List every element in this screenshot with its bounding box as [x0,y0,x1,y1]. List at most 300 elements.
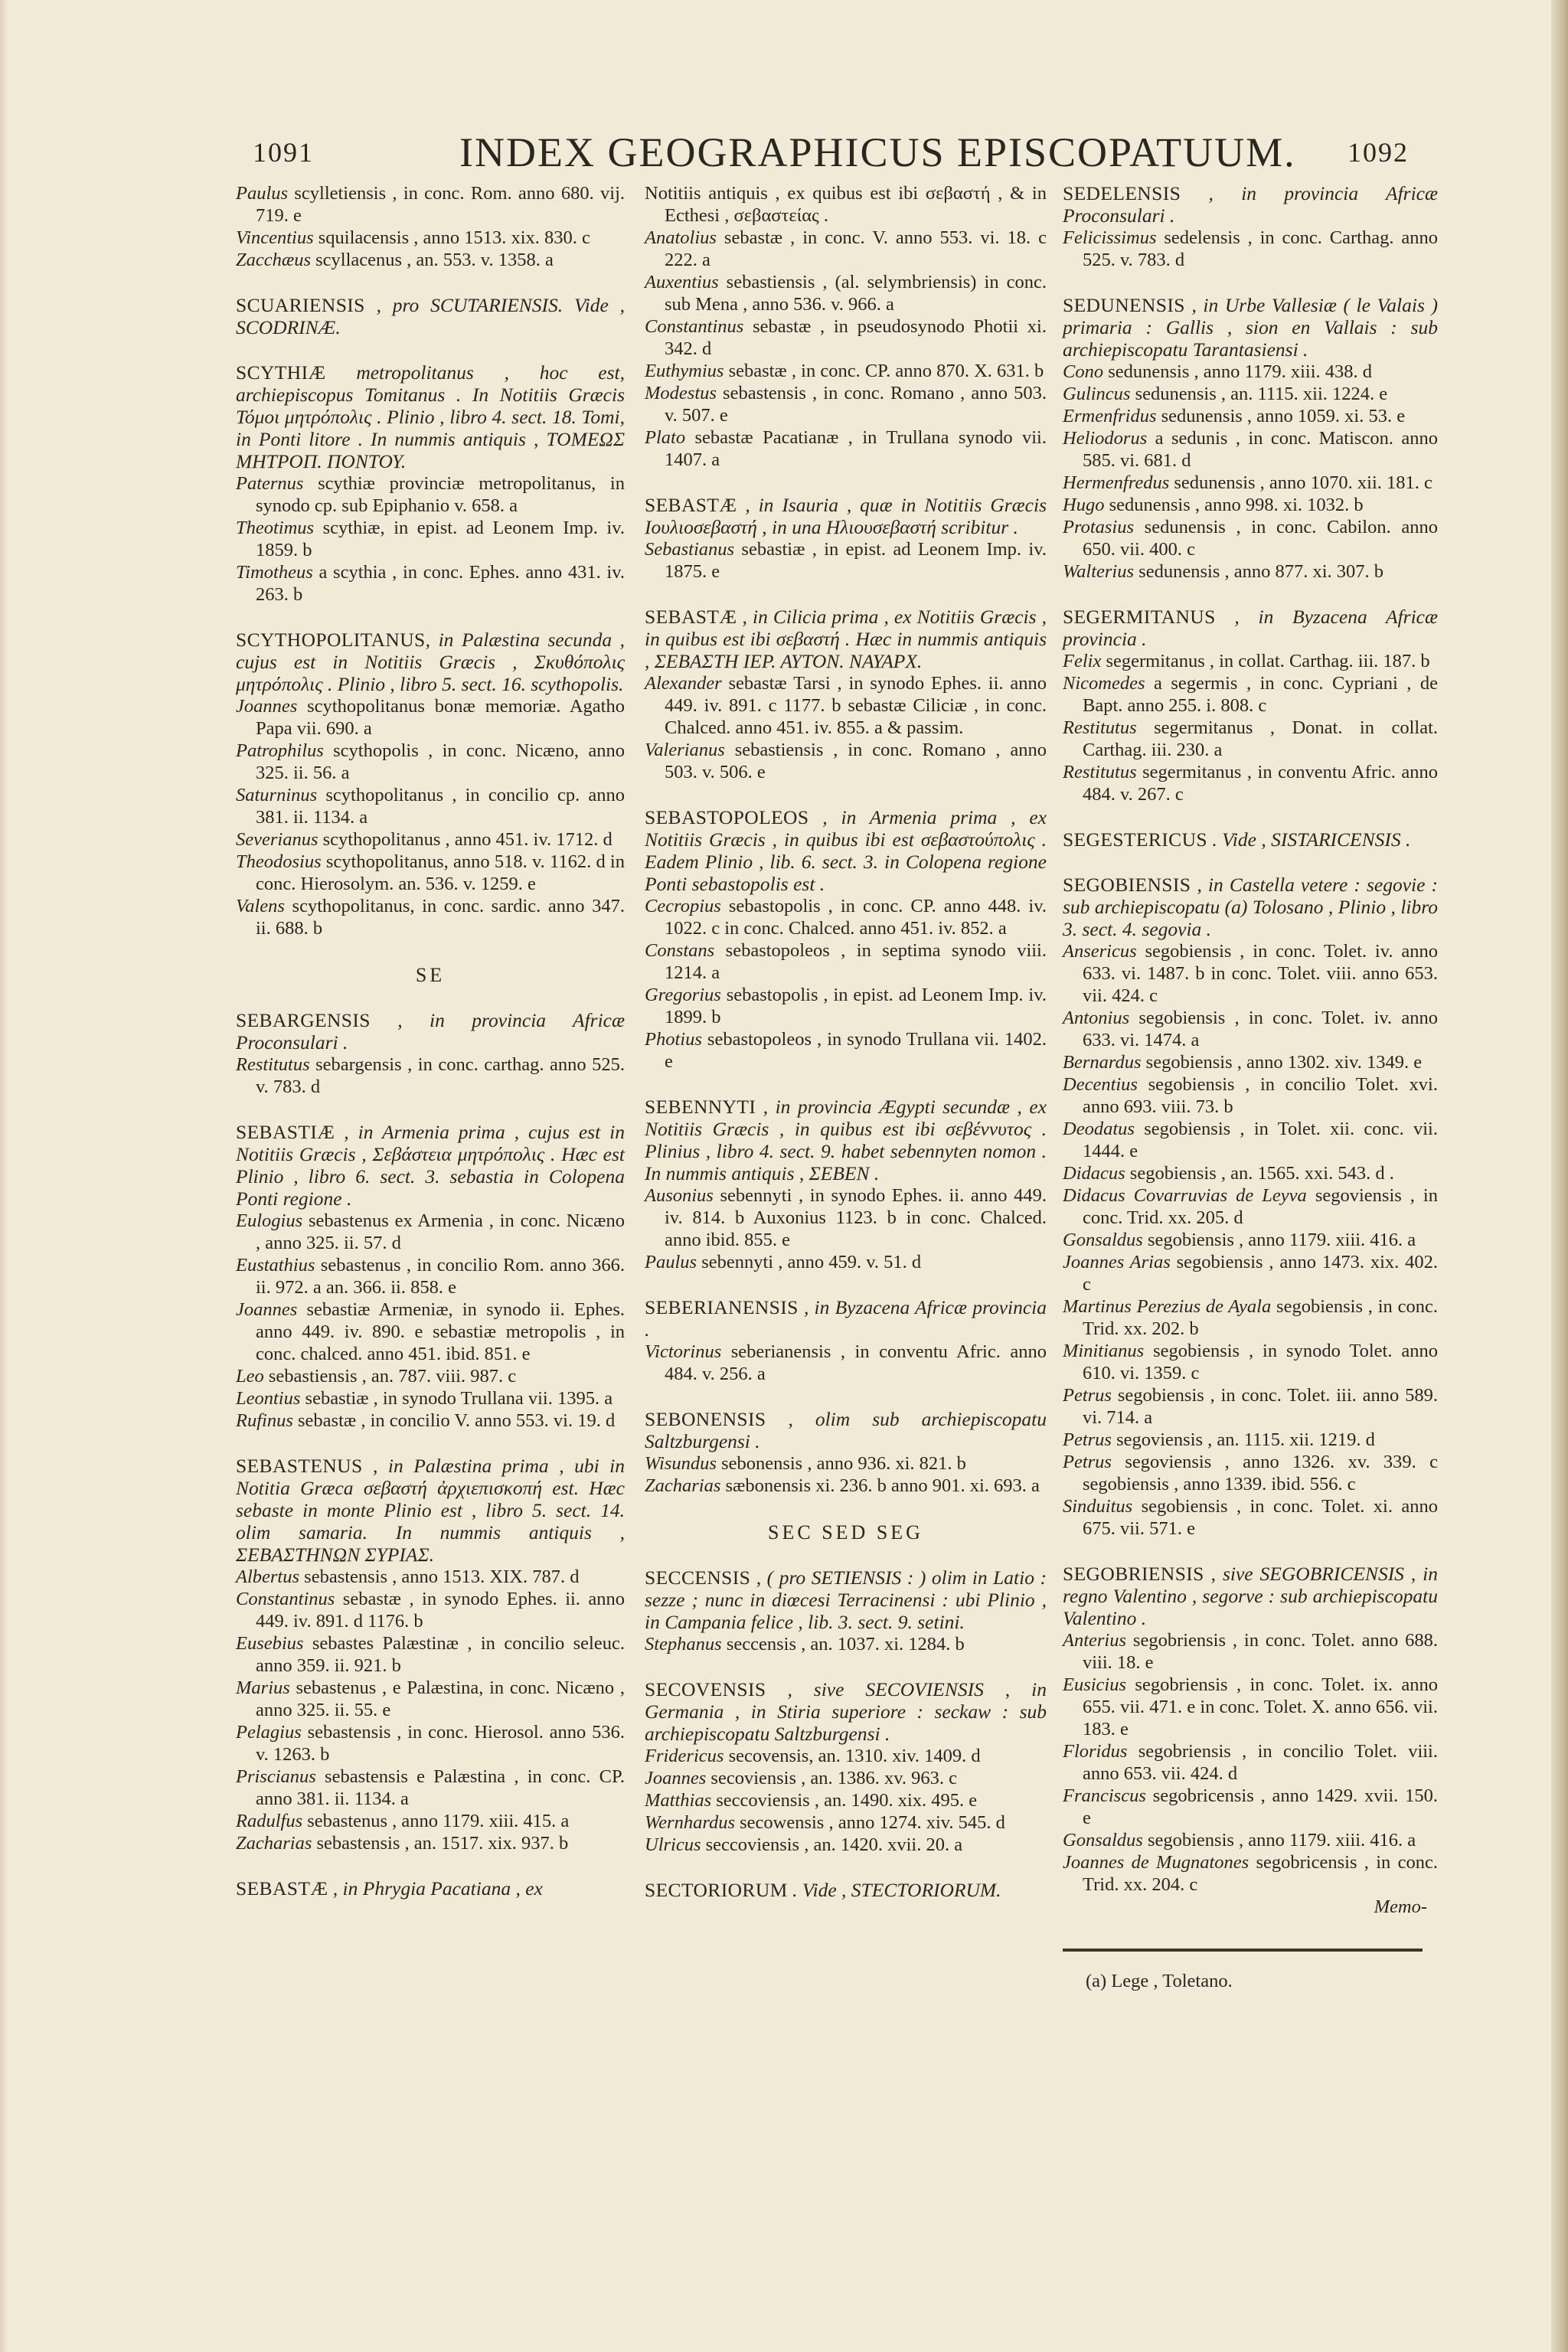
bishop-entry [645,984,1047,1028]
bishop-reference: secowensis , anno 1274. xiv. 545. d [734,1812,1005,1833]
bishop-entry [1063,427,1438,472]
bishop-name: Deodatus [1063,1119,1135,1139]
bishop-reference: segobiensis , an. 1565. xxi. 543. d . [1125,1163,1394,1184]
bishop-reference: sebastæ , in synodo Ephes. ii. anno 449. iv. 891. d 1176. b [256,1589,625,1632]
bishop-name: Ermenfridus [1063,406,1157,426]
see-heading [645,606,1047,672]
bishop-entry [645,227,1047,271]
bishop-entry [1063,1629,1438,1674]
bishop-reference: segobiensis , in conc. Trid. xx. 202. b [1083,1296,1438,1339]
see-heading [236,1009,625,1054]
bishop-reference: sebastiensis , (al. selymbriensis) in conc. sub Mena , anno 536. v. 966. a [665,272,1047,315]
see-heading [1063,182,1438,227]
bishop-name: Restitutus [236,1054,310,1075]
bishop-entry [236,828,625,851]
bishop-reference: sebastensis , anno 1513. XIX. 787. d [299,1566,580,1587]
bishop-name: Priscianus [236,1766,316,1787]
bishop-entry [236,1254,625,1298]
bishop-reference: sedunensis , anno 1059. xi. 53. e [1156,406,1406,426]
bishop-entry [645,182,1047,227]
catchword: Memo- [1374,1896,1427,1917]
bishop-entry [1063,1851,1438,1896]
see-heading [236,1877,625,1900]
bishop-name: Minitianus [1063,1341,1145,1361]
bishop-entry [1063,672,1438,717]
bishop-entry [1063,361,1438,383]
bishop-name: Cecropius [645,896,721,916]
bishop-reference: squilacensis , anno 1513. xix. 830. c [313,227,590,248]
bishop-reference: scythopolitanus, anno 518. v. 1162. d in conc. Hierosolym. an. 536. v. 1259. e [256,851,625,894]
bishop-name: Walterius [1063,561,1135,582]
bishop-reference: segobiensis , anno 1179. xiii. 416. a [1142,1230,1416,1250]
bishop-name: Constantinus [236,1589,335,1609]
bishop-name: Zacchæus [236,250,311,270]
bishop-name: Modestus [645,383,717,403]
footnote-rule [1063,1949,1423,1952]
bishop-entry [236,695,625,740]
bishop-entry [1063,1384,1438,1429]
bishop-entry [236,740,625,784]
bishop-entry [1063,717,1438,761]
see-name: SEBASTÆ [645,494,737,516]
bishop-reference: segobiensis , in concilio Tolet. xvi. anno 693. viii. 73. b [1083,1074,1438,1117]
bishop-name: Marius [236,1677,290,1698]
bishop-reference: scythopolitanus , anno 451. iv. 1712. d [318,829,612,850]
page-gutter-shadow [1551,0,1568,2352]
bishop-reference: segermitanus , Donat. in collat. Carthag. iii. 230. a [1083,717,1438,760]
bishop-name: Petrus [1063,1452,1112,1472]
bishop-reference: sebastopoleos , in septima synodo viii. 1214. a [665,940,1047,983]
bishop-entry [1063,1674,1438,1740]
bishop-entry [645,1251,1047,1273]
see-name: SEBERIANENSIS [645,1296,799,1318]
bishop-entry [1063,1295,1438,1340]
see-heading [645,494,1047,538]
bishop-name: Theodosius [236,851,322,872]
see-name: SCYTHIÆ [236,361,326,384]
bishop-reference: sebennyti , in synodo Ephes. ii. anno 449. iv. 814. b Auxonius 1123. b in conc. Chalced. anno ibid. 855. e [665,1185,1047,1250]
bishop-entry [645,360,1047,382]
bishop-entry [236,1766,625,1810]
bishop-entry [645,271,1047,315]
bishop-entry [645,426,1047,471]
see-heading [1063,1563,1438,1629]
bishop-name: Patrophilus [236,740,324,761]
bishop-entry [645,672,1047,739]
bishop-entry [1063,1429,1438,1451]
bishop-reference: sebastensis , in conc. Romano , anno 503. v. 507. e [665,383,1047,426]
bishop-reference: scylletiensis , in conc. Rom. anno 680. vij. 719. e [256,183,625,226]
see-name: SEDELENSIS [1063,182,1181,204]
bishop-reference: sedunensis , anno 1179. xiii. 438. d [1103,361,1373,382]
bishop-name: Hermenfredus [1063,472,1170,493]
index-column-3 [1063,182,1438,1992]
bishop-reference: Notitiis antiquis , ex quibus est ibi σεβαστή , & in Ecthesi , σεβαστείας . [645,183,1047,226]
bishop-entry [1063,1495,1438,1540]
bishop-reference: sedunensis , anno 1070. xii. 181. c [1169,472,1432,493]
bishop-name: Severianus [236,829,318,850]
bishop-entry [236,1677,625,1721]
see-description: . Vide , SISTARICENSIS . [1207,828,1411,851]
see-heading [645,1296,1047,1341]
bishop-reference: sebastæ Tarsi , in synodo Ephes. ii. anno 449. iv. 891. c 1177. b sebastæ Ciliciæ , in conc. Chalced. anno 451. iv. 855. a & passim. [665,673,1047,738]
bishop-name: Saturninus [236,785,318,805]
bishop-name: Anterius [1063,1630,1127,1651]
see-name: SEDUNENSIS [1063,294,1185,316]
bishop-entry [1063,1829,1438,1851]
see-description: , in Castella vetere : segovie : sub archiepiscopatu (a) Tolosano , Plinio , libro 3. sect. 4. segovia . [1063,874,1438,940]
bishop-reference: segobiensis , in conc. Tolet. iv. anno 633. vi. 1487. b in conc. Tolet. viii. anno 653. vii. 424. c [1083,941,1438,1006]
bishop-entry [645,538,1047,583]
bishop-entry [645,1475,1047,1497]
see-name: SEBASTOPOLEOS [645,806,809,828]
bishop-entry [1063,1229,1438,1251]
bishop-entry [1063,227,1438,271]
see-heading [1063,828,1438,851]
see-name: SEBASTÆ [236,1877,328,1900]
bishop-name: Gregorius [645,985,721,1005]
see-description: , pro SCUTARIENSIS. Vide , SCODRINÆ. [236,294,625,338]
bishop-name: Paulus [645,1252,697,1272]
bishop-entry [236,784,625,828]
see-name: SEBASTIÆ [236,1121,335,1143]
bishop-reference: segermitanus , in collat. Carthag. iii. 187. b [1101,651,1430,671]
bishop-reference: segobiensis , in conc. Tolet. xi. anno 675. vii. 571. e [1083,1496,1438,1539]
bishop-reference: sebastes Palæstinæ , in concilio seleuc. anno 359. ii. 921. b [256,1633,625,1676]
see-description: , in Byzacena Africæ provincia . [645,1296,1047,1341]
bishop-name: Gonsaldus [1063,1230,1143,1250]
bishop-entry [1063,405,1438,427]
bishop-entry [1063,1251,1438,1295]
bishop-reference: sebonensis , anno 936. xi. 821. b [716,1453,966,1474]
bishop-reference: segobiensis , in synodo Tolet. anno 610. vi. 1359. c [1083,1341,1438,1383]
bishop-name: Eusebius [236,1633,304,1654]
bishop-reference: sebastæ , in pseudosynodo Photii xi. 342. d [665,316,1047,359]
see-heading [236,294,625,338]
see-description: , in Phrygia Pacatiana , ex [328,1877,543,1900]
bishop-reference: segoviensis , an. 1115. xii. 1219. d [1111,1429,1375,1450]
bishop-entry [1063,1073,1438,1118]
bishop-reference: segobricensis , in conc. Trid. xx. 204. c [1083,1852,1438,1895]
bishop-reference: segobricensis , anno 1429. xvii. 150. e [1083,1785,1438,1828]
footnote: (a) Lege , Toletano. [1086,1971,1233,1991]
bishop-entry [236,1298,625,1365]
bishop-name: Decentius [1063,1074,1138,1095]
bishop-name: Paulus [236,183,289,204]
bishop-reference: segobiensis , in conc. Tolet. iv. anno 633. vi. 1474. a [1083,1008,1438,1050]
bishop-entry [645,1028,1047,1073]
see-description: metropolitanus , hoc est, archiepiscopus Tomitanus . In Notitiis Græcis Τόμοι μητρόπολις . Plinio , libro 4. sect. 18. Tomi, in Ponti litore . In nummis antiquis , ΤΟΜΕΩΣ ΜΗΤΡΟΠ. ΠΟΝΤΟΥ. [236,361,625,472]
bishop-reference: sebastæ , in conc. V. anno 553. vi. 18. c 222. a [665,227,1047,270]
bishop-name: Albertus [236,1566,300,1587]
bishop-reference: sebastiensis , in conc. Romano , anno 503. v. 506. e [665,740,1047,782]
bishop-reference: sebastenus ex Armenia , in conc. Nicæno , anno 325. ii. 57. d [256,1210,625,1253]
bishop-entry [645,939,1047,984]
see-description: , in Cilicia prima , ex Notitiis Græcis , in quibus est ibi σεβαστή . Hæc in nummis antiquis , ΣΕΒΑΣΤΗ ΙΕΡ. ΑΥΤΟΝ. ΝΑΥΑΡΧ. [645,606,1047,672]
see-name: SECTORIORUM [645,1879,788,1901]
bishop-entry [645,1184,1047,1251]
see-description: , in Isauria , quæ in Notitiis Græcis Ιουλιοσεβαστή , in una Ηλιουσεβαστή scribitur . [645,494,1047,538]
bishop-entry [236,1721,625,1766]
bishop-reference: scythopolitanus, in conc. sardic. anno 347. ii. 688. b [256,896,625,939]
bishop-name: Euthymius [645,361,724,381]
page-number-right: 1092 [1348,137,1409,168]
bishop-name: Joannes [645,1768,707,1788]
bishop-reference: sebastopolis , in epist. ad Leonem Imp. iv. 1899. b [665,985,1047,1027]
bishop-reference: seberianensis , in conventu Afric. anno 484. v. 256. a [665,1341,1047,1384]
see-description: , olim sub archiepiscopatu Saltzburgensi . [645,1408,1047,1452]
section-heading: SE [415,964,446,986]
bishop-name: Eustathius [236,1255,315,1276]
see-name: SCUARIENSIS [236,294,365,316]
bishop-entry [1063,1007,1438,1051]
bishop-entry [236,1588,625,1632]
see-description: , in Palæstina prima , ubi in Notitia Græca σεβαστή ἀρχιεπισκοπή est. Hæc sebaste in monte Plinio est , libro 5. sect. 14. olim samaria. In nummis antiquis , ΣΕΒΑΣΤΗΝΩΝ ΣΥΡΙΑΣ. [236,1455,625,1566]
bishop-name: Protasius [1063,517,1135,537]
bishop-reference: secoviensis , an. 1386. xv. 963. c [706,1768,958,1788]
bishop-entry [236,517,625,561]
bishop-entry [645,1745,1047,1767]
see-description: . Vide , STECTORIORUM. [787,1879,1001,1901]
see-heading [1063,874,1438,940]
bishop-name: Constans [645,940,715,961]
bishop-name: Antonius [1063,1008,1130,1028]
bishop-entry [645,1633,1047,1655]
bishop-entry [1063,1118,1438,1162]
bishop-name: Heliodorus [1063,428,1148,449]
bishop-reference: sebastiensis , an. 787. viii. 987. c [263,1366,517,1387]
bishop-reference: sebastiæ , in synodo Trullana vii. 1395. a [300,1388,613,1409]
bishop-name: Stephanus [645,1634,722,1655]
bishop-reference: sebastæ , in conc. CP. anno 870. X. 631. b [724,361,1044,381]
bishop-name: Radulfus [236,1811,303,1831]
bishop-reference: segobiensis , anno 1179. xiii. 416. a [1142,1830,1416,1851]
page-header [230,129,1439,182]
bishop-reference: sebennyti , anno 459. v. 51. d [697,1252,922,1272]
page-left-edge [0,0,8,2352]
bishop-name: Martinus Perezius de Ayala [1063,1296,1272,1317]
bishop-name: Theotimus [236,518,315,538]
see-description: , in provincia Africæ Proconsulari . [236,1009,625,1054]
bishop-entry [1063,940,1438,1007]
bishop-entry [1063,1162,1438,1184]
bishop-entry [236,1365,625,1387]
bishop-reference: scythiæ provinciæ metropolitanus, in synodo cp. sub Epiphanio v. 658. a [256,473,625,516]
bishop-entry [236,561,625,606]
see-heading [645,1678,1047,1745]
bishop-name: Rufinus [236,1410,293,1431]
bishop-entry [236,1410,625,1432]
bishop-reference: sebastiæ Armeniæ, in synodo ii. Ephes. anno 449. iv. 890. e sebastiæ metropolis , in conc. chalced. anno 451. ibid. 851. e [256,1299,625,1364]
bishop-reference: scythiæ, in epist. ad Leonem Imp. iv. 1859. b [256,518,625,560]
bishop-entry [1063,1451,1438,1495]
see-name: SEGOBIENSIS [1063,874,1191,896]
bishop-name: Constantinus [645,316,744,337]
bishop-name: Gonsaldus [1063,1830,1143,1851]
see-heading [236,629,625,695]
bishop-reference: scythopolis , in conc. Nicæno, anno 325. ii. 56. a [256,740,625,783]
see-name: SEBONENSIS [645,1408,766,1430]
page-title: INDEX GEOGRAPHICUS EPISCOPATUUM. [459,129,1296,175]
bishop-reference: segoviensis , anno 1326. xv. 339. c segobiensis , anno 1339. ibid. 556. c [1083,1452,1438,1494]
bishop-reference: segobiensis , anno 1302. xiv. 1349. e [1141,1052,1423,1073]
bishop-name: Anatolius [645,227,717,248]
bishop-entry [236,1387,625,1410]
see-name: SEGERMITANUS [1063,606,1216,628]
bishop-name: Hugo [1063,495,1105,515]
bishop-name: Eulogius [236,1210,303,1231]
bishop-name: Paternus [236,473,304,494]
bishop-name: Didacus Covarruvias de Leyva [1063,1185,1307,1206]
bishop-reference: segobriensis , in conc. Tolet. anno 688. viii. 18. e [1083,1630,1438,1673]
bishop-reference: sebastæ Pacatianæ , in Trullana synodo vii. 1407. a [665,427,1047,470]
bishop-name: Floridus [1063,1741,1128,1762]
bishop-reference: segobiensis , anno 1473. xix. 402. c [1083,1252,1438,1295]
see-description: , in Palæstina secunda , cujus est in Notitiis Græcis , Σκυθόπολις μητρόπολις . Plinio , libro 5. sect. 16. scythopolis. [236,629,625,695]
bishop-entry [645,895,1047,939]
bishop-entry [1063,1184,1438,1229]
column-3-entries [1063,182,1438,1896]
see-heading [645,1879,1047,1901]
bishop-name: Ulricus [645,1834,701,1855]
bishop-reference: scythopolitanus bonæ memoriæ. Agatho Papa vii. 690. a [256,696,625,739]
bishop-entry [645,1834,1047,1856]
bishop-reference: sebargensis , in conc. carthag. anno 525. v. 783. d [256,1054,625,1097]
bishop-name: Sebastianus [645,539,735,560]
see-description: , in Armenia prima , ex Notitiis Græcis , in quibus ibi est σεβαστούπολις . Eadem Plinio , lib. 6. sect. 3. in Colopena regione Ponti sebastopolis est . [645,806,1047,895]
see-name: SCYTHOPOLITANUS [236,629,426,651]
bishop-entry [236,227,625,249]
bishop-entry [236,1210,625,1254]
see-description: , in Armenia prima , cujus est in Notitiis Græcis , Σεβάστεια μητρόπολις . Hæc est Plinio , libro 6. sect. 3. sebastia in Colopena Ponti regione . [236,1121,625,1210]
bishop-entry [645,382,1047,426]
bishop-entry [236,1632,625,1677]
bishop-reference: sebastenus , e Palæstina, in conc. Nicæno , anno 325. ii. 55. e [256,1677,625,1720]
bishop-entry [645,315,1047,360]
bishop-reference: sebastæ , in concilio V. anno 553. vi. 19. d [292,1410,616,1431]
see-name: SEBASTENUS [236,1455,363,1477]
see-heading [645,1566,1047,1633]
see-description: , in Byzacena Africæ provincia . [1063,606,1438,650]
bishop-reference: seccoviensis , an. 1420. xvii. 20. a [701,1834,963,1855]
see-name: SEBASTÆ [645,606,737,628]
bishop-reference: seccensis , an. 1037. xi. 1284. b [721,1634,965,1655]
see-name: SECOVENSIS [645,1678,766,1700]
bishop-entry [236,851,625,895]
see-heading [236,361,625,472]
section-heading: SEC SED SEG [768,1521,923,1544]
bishop-name: Petrus [1063,1385,1112,1406]
bishop-name: Bernardus [1063,1052,1142,1073]
bishop-entry [645,1811,1047,1834]
bishop-name: Valens [236,896,285,916]
see-heading [645,806,1047,895]
see-name: SEGOBRIENSIS [1063,1563,1204,1585]
bishop-reference: seccoviensis , an. 1490. xix. 495. e [711,1790,978,1811]
bishop-entry [1063,516,1438,560]
see-name: SECCENSIS [645,1566,751,1589]
bishop-name: Leo [236,1366,264,1387]
bishop-entry [1063,1051,1438,1073]
bishop-name: Joannes de Mugnatones [1063,1852,1250,1873]
bishop-reference: sedunensis , anno 877. xi. 307. b [1134,561,1383,582]
bishop-reference: a segermis , in conc. Cypriani , de Bapt. anno 255. i. 808. c [1083,673,1438,716]
bishop-name: Plato [645,427,686,448]
bishop-name: Fridericus [645,1746,724,1766]
bishop-name: Restitutus [1063,717,1137,738]
bishop-name: Photius [645,1029,702,1050]
bishop-name: Didacus [1063,1163,1125,1184]
bishop-entry [236,895,625,939]
bishop-name: Joannes [236,696,298,717]
see-heading [645,1096,1047,1184]
bishop-name: Restitutus [1063,762,1137,782]
bishop-entry [1063,472,1438,494]
bishop-entry [1063,1785,1438,1829]
page-number-left: 1091 [253,137,314,168]
bishop-entry [236,249,625,271]
bishop-reference: sebastenus , anno 1179. xiii. 415. a [302,1811,570,1831]
bishop-name: Joannes [236,1299,298,1320]
bishop-entry [1063,1740,1438,1785]
bishop-reference: sedelensis , in conc. Carthag. anno 525. v. 783. d [1083,227,1438,270]
bishop-name: Gulincus [1063,384,1131,404]
bishop-reference: sebastopolis , in conc. CP. anno 448. iv. 1022. c in conc. Chalced. anno 451. iv. 852. a [665,896,1047,939]
bishop-name: Eusicius [1063,1674,1127,1695]
bishop-name: Wernhardus [645,1812,735,1833]
bishop-reference: scyllacenus , an. 553. v. 1358. a [311,250,554,270]
see-heading [1063,606,1438,650]
bishop-name: Victorinus [645,1341,722,1362]
bishop-reference: segobriensis , in concilio Tolet. viii. anno 653. vii. 424. d [1083,1741,1438,1784]
bishop-entry [236,1810,625,1832]
see-description: , sive SECOVIENSIS , in Germania , in Stiria superiore : seckaw : sub archiepiscopatu Saltzburgensi . [645,1678,1047,1745]
bishop-reference: segobiensis , in conc. Tolet. iii. anno 589. vi. 714. a [1083,1385,1438,1428]
bishop-name: Pelagius [236,1722,302,1743]
bishop-name: Ausonius [645,1185,714,1206]
see-description: , in provincia Ægypti secundæ , ex Notitiis Græcis , in quibus est ibi σεβέννυτος . Plinius , libro 4. sect. 9. habet sebennyten nomon . In nummis antiquis , ΣΕΒΕΝ . [645,1096,1047,1184]
see-heading [645,1408,1047,1452]
bishop-entry [236,1566,625,1588]
bishop-entry [645,739,1047,783]
bishop-reference: sedunensis , in conc. Cabilon. anno 650. vii. 400. c [1083,517,1438,560]
bishop-name: Timotheus [236,562,313,583]
bishop-reference: segoviensis , in conc. Trid. xx. 205. d [1083,1185,1438,1228]
bishop-entry [236,1832,625,1854]
see-description: , sive SEGOBRICENSIS , in regno Valentino , segorve : sub archiepiscopatu Valentino . [1063,1563,1438,1629]
bishop-entry [645,1452,1047,1475]
bishop-name: Sinduitus [1063,1496,1133,1517]
bishop-reference: sebastensis e Palæstina , in conc. CP. anno 381. ii. 1134. a [256,1766,625,1809]
see-heading [1063,294,1438,361]
bishop-entry [1063,383,1438,405]
see-description: , in Urbe Vallesiæ ( le Valais ) primaria : Gallis , sion en Vallais : sub archiepiscopatu Tarantasiensi . [1063,294,1438,361]
see-name: SEGESTERICUS [1063,828,1207,851]
bishop-reference: a scythia , in conc. Ephes. anno 431. iv. 263. b [256,562,625,605]
bishop-name: Zacharias [645,1475,721,1496]
bishop-entry [1063,494,1438,516]
bishop-name: Leontius [236,1388,301,1409]
bishop-name: Ansericus [1063,941,1137,962]
bishop-name: Nicomedes [1063,673,1145,694]
see-description: , in provincia Africæ Proconsulari . [1063,182,1438,227]
bishop-name: Auxentius [645,272,719,292]
bishop-reference: sebastenus , in concilio Rom. anno 366. ii. 972. a an. 366. ii. 858. e [256,1255,625,1298]
index-column-1 [236,182,625,1900]
bishop-name: Zacharias [236,1833,312,1854]
bishop-name: Joannes Arias [1063,1252,1171,1272]
bishop-reference: scythopolitanus , in concilio cp. anno 381. ii. 1134. a [256,785,625,828]
